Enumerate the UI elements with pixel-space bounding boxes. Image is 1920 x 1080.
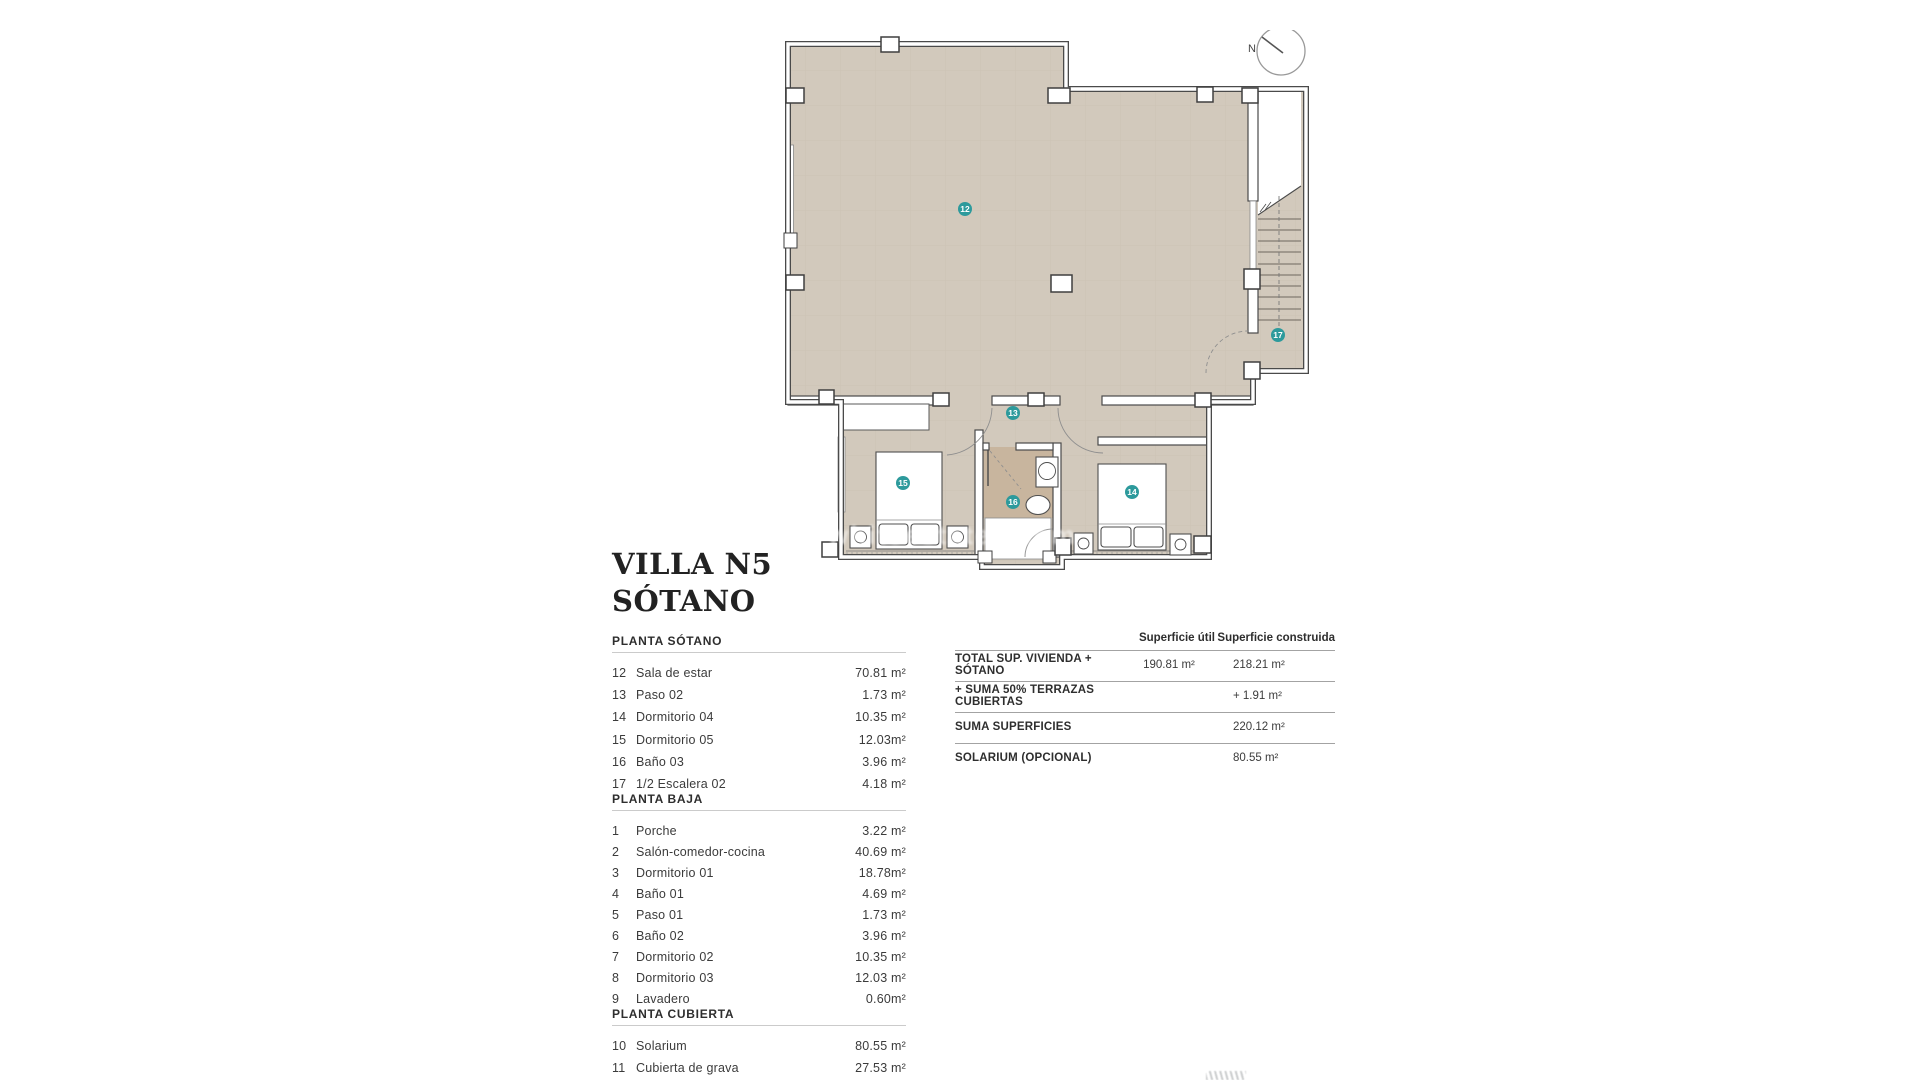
room-number: 9 bbox=[612, 991, 620, 1006]
legend-planta-baja bbox=[612, 792, 906, 1009]
room-label-16 bbox=[1006, 495, 1020, 509]
room-area: 10.35 m² bbox=[855, 949, 906, 964]
room-area: 27.53 m² bbox=[855, 1061, 906, 1076]
svg-text:12: 12 bbox=[960, 204, 970, 214]
room-number: 11 bbox=[612, 1061, 626, 1076]
room-area: 12.03m² bbox=[858, 732, 906, 747]
section-header: PLANTA CUBIERTA bbox=[612, 1007, 735, 1021]
summary-rule bbox=[955, 743, 1335, 744]
summary-rule bbox=[955, 650, 1335, 651]
section-rule bbox=[612, 810, 906, 811]
room-area: 4.69 m² bbox=[862, 886, 906, 901]
room-number: 3 bbox=[612, 865, 620, 880]
shower-area bbox=[985, 518, 1051, 559]
room-number: 14 bbox=[612, 710, 627, 725]
summary-col-cons: Superficie construida bbox=[1217, 632, 1335, 644]
room-number: 10 bbox=[612, 1039, 627, 1054]
room-area: 40.69 m² bbox=[855, 844, 906, 859]
room-area: 80.55 m² bbox=[855, 1039, 906, 1054]
room-name: Paso 01 bbox=[636, 907, 684, 922]
summary-label: + SUMA 50% TERRAZAS CUBIERTAS bbox=[955, 683, 1095, 708]
room-number: 17 bbox=[612, 777, 627, 792]
cropped-footer-marks bbox=[1206, 1071, 1246, 1080]
page-title bbox=[612, 546, 932, 620]
room-label-13 bbox=[1006, 406, 1020, 420]
room-name: Dormitorio 03 bbox=[636, 970, 714, 985]
room-name: Salón-comedor-cocina bbox=[636, 844, 766, 859]
north-indicator bbox=[1248, 30, 1305, 75]
room-number: 13 bbox=[612, 688, 627, 703]
room-name: Dormitorio 02 bbox=[636, 949, 714, 964]
room-row bbox=[612, 820, 906, 841]
room-number: 2 bbox=[612, 844, 620, 859]
room-number: 15 bbox=[612, 732, 627, 747]
toilet bbox=[1026, 496, 1050, 515]
summary-cons-value: 220.12 m² bbox=[1233, 720, 1285, 733]
summary-col-util: Superficie útil bbox=[1138, 632, 1215, 644]
svg-text:14: 14 bbox=[1127, 487, 1137, 497]
section-header: PLANTA BAJA bbox=[612, 792, 704, 806]
summary-label: TOTAL SUP. VIVIENDA + SÓTANO bbox=[955, 652, 1092, 677]
summary-label: SOLARIUM (OPCIONAL) bbox=[955, 751, 1092, 764]
room-area: 70.81 m² bbox=[855, 666, 906, 681]
floor-plan-svg bbox=[770, 30, 1330, 580]
room-area: 3.96 m² bbox=[862, 754, 906, 769]
summary-cons-value: + 1.91 m² bbox=[1233, 689, 1282, 702]
room-row bbox=[612, 751, 906, 773]
room-area: 18.78m² bbox=[858, 865, 906, 880]
room-row bbox=[612, 946, 906, 967]
room-area: 4.18 m² bbox=[862, 777, 906, 792]
room-number: 12 bbox=[612, 666, 627, 681]
room-row bbox=[612, 729, 906, 751]
summary-cons-value: 80.55 m² bbox=[1233, 751, 1279, 764]
room-name: Dormitorio 05 bbox=[636, 732, 714, 747]
room-row bbox=[612, 883, 906, 904]
svg-text:16: 16 bbox=[1008, 497, 1018, 507]
room-row bbox=[612, 988, 906, 1009]
compass-n-label: N bbox=[1248, 43, 1256, 55]
room-row bbox=[612, 925, 906, 946]
room-row bbox=[612, 862, 906, 883]
room-area: 1.73 m² bbox=[862, 688, 906, 703]
room-number: 4 bbox=[612, 886, 620, 901]
room-number: 7 bbox=[612, 949, 620, 964]
room-area: 3.22 m² bbox=[862, 823, 906, 838]
summary-util-value: 190.81 m² bbox=[1143, 658, 1195, 671]
room-name: Lavadero bbox=[636, 991, 690, 1006]
room-row bbox=[612, 662, 906, 684]
room-number: 1 bbox=[612, 823, 620, 838]
legend-planta-cubierta bbox=[612, 1007, 906, 1080]
room-name: Sala de estar bbox=[636, 666, 713, 681]
room-number: 16 bbox=[612, 754, 627, 769]
summary-row bbox=[955, 747, 1335, 768]
summary-rule bbox=[955, 712, 1335, 713]
room-name: Cubierta de grava bbox=[636, 1061, 739, 1076]
room-label-14 bbox=[1125, 485, 1139, 499]
room-row bbox=[612, 684, 906, 706]
floor-plan bbox=[770, 30, 1330, 580]
page-title-line1: VILLA N5 bbox=[612, 547, 773, 581]
room-name: 1/2 Escalera 02 bbox=[636, 777, 726, 792]
summary-cons-value: 218.21 m² bbox=[1233, 658, 1285, 671]
svg-text:17: 17 bbox=[1273, 330, 1283, 340]
section-rule bbox=[612, 1025, 906, 1026]
room-name: Dormitorio 04 bbox=[636, 710, 714, 725]
summary-row bbox=[955, 685, 1335, 706]
summary-header-row bbox=[955, 626, 1335, 644]
room-row bbox=[612, 706, 906, 728]
room-area: 12.03 m² bbox=[855, 970, 906, 985]
room-label-15 bbox=[896, 476, 910, 490]
room-row bbox=[612, 841, 906, 862]
area-summary-table bbox=[955, 626, 1335, 768]
page-title-line2: SÓTANO bbox=[612, 584, 756, 618]
room-name: Solarium bbox=[636, 1039, 687, 1054]
room-label-12 bbox=[958, 202, 972, 216]
room-name: Dormitorio 01 bbox=[636, 865, 714, 880]
room-row bbox=[612, 1057, 906, 1079]
room-label-17 bbox=[1271, 328, 1285, 342]
summary-rule bbox=[955, 681, 1335, 682]
room-number: 5 bbox=[612, 907, 620, 922]
room-number: 8 bbox=[612, 970, 620, 985]
section-rule bbox=[612, 652, 906, 653]
svg-text:13: 13 bbox=[1008, 408, 1018, 418]
room-number: 6 bbox=[612, 928, 620, 943]
watermark: whiteestates.com bbox=[828, 520, 1077, 550]
room-name: Baño 03 bbox=[636, 754, 684, 769]
room-name: Baño 02 bbox=[636, 928, 684, 943]
room-row bbox=[612, 967, 906, 988]
room-name: Paso 02 bbox=[636, 688, 684, 703]
room-row bbox=[612, 904, 906, 925]
section-header: PLANTA SÓTANO bbox=[612, 634, 723, 648]
summary-row bbox=[955, 654, 1335, 675]
svg-text:15: 15 bbox=[898, 478, 908, 488]
room-name: Porche bbox=[636, 823, 677, 838]
legend-planta-sotano bbox=[612, 634, 906, 795]
summary-row bbox=[955, 716, 1335, 737]
room-name: Baño 01 bbox=[636, 886, 684, 901]
room-row bbox=[612, 1035, 906, 1057]
room-area: 1.73 m² bbox=[862, 907, 906, 922]
summary-label: SUMA SUPERFICIES bbox=[955, 720, 1072, 733]
room-area: 0.60m² bbox=[865, 991, 906, 1006]
room-area: 3.96 m² bbox=[862, 928, 906, 943]
room-area: 10.35 m² bbox=[855, 710, 906, 725]
